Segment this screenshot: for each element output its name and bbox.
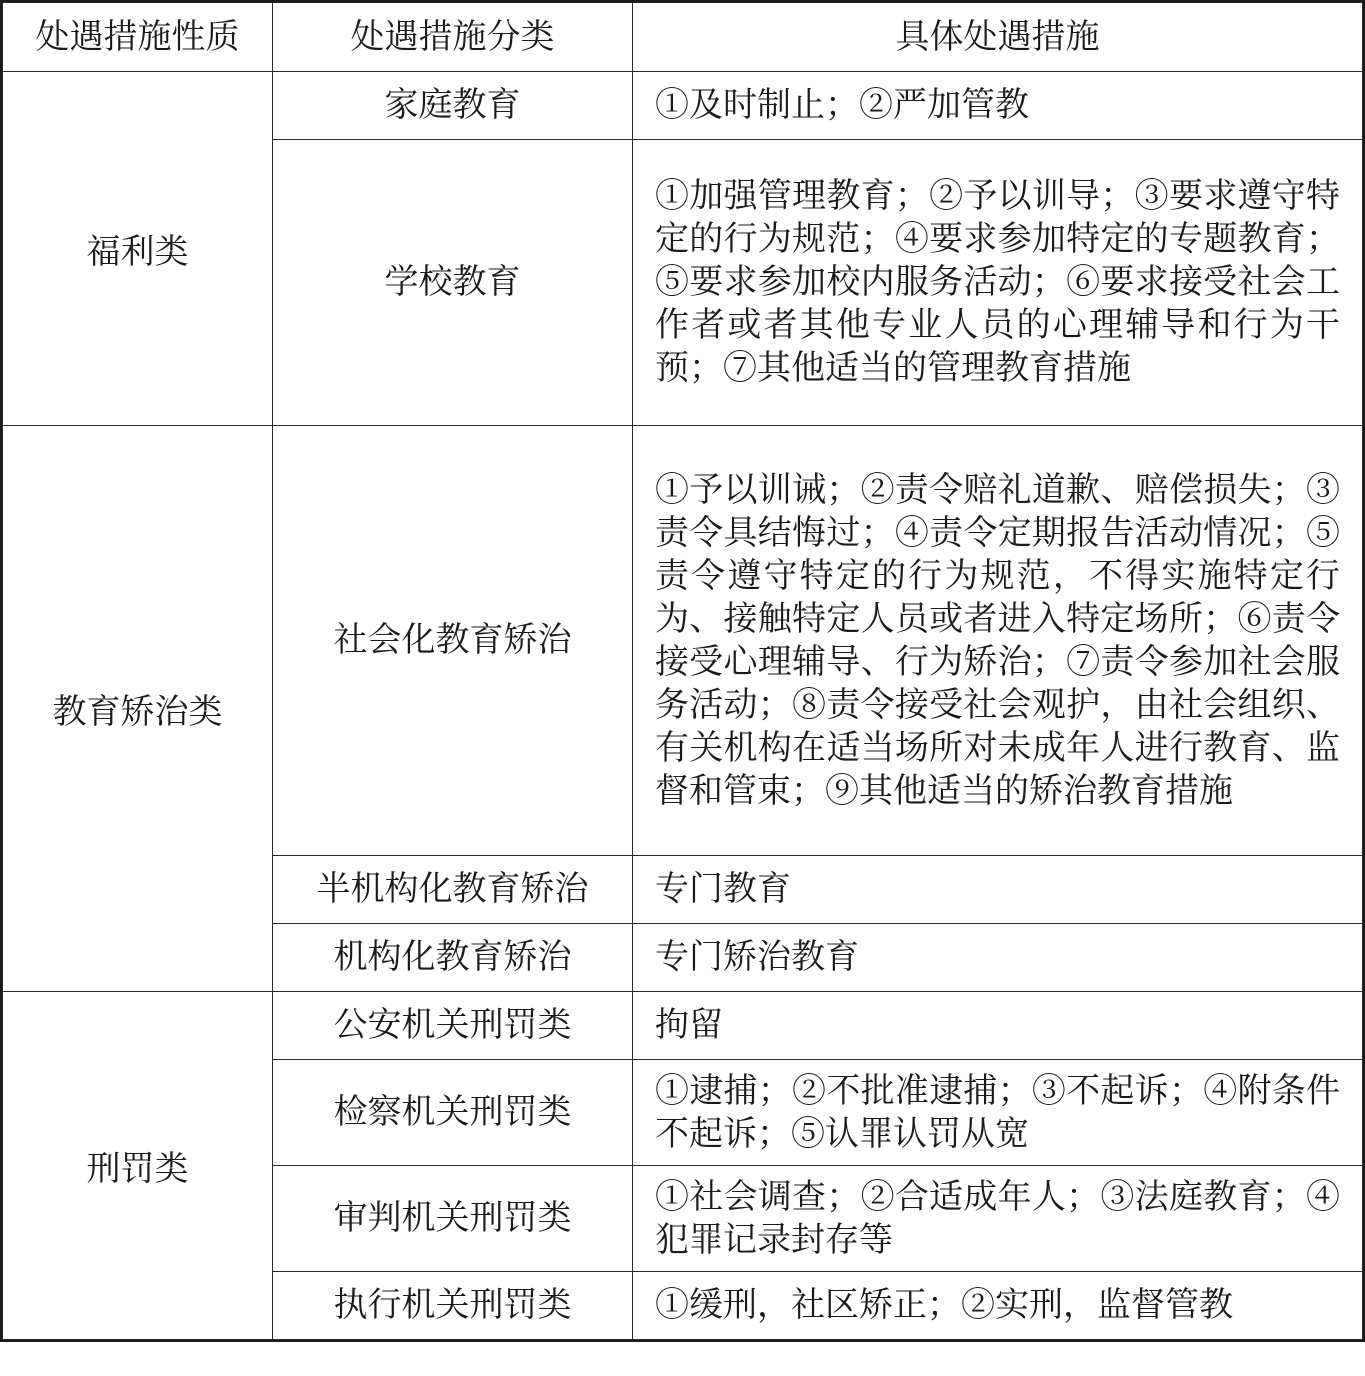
table-row (3, 426, 1363, 856)
category-cell: 学校教育 (273, 140, 633, 426)
measures-cell: ①社会调查；②合适成年人；③法庭教育；④犯罪记录封存等 (633, 1166, 1363, 1272)
header-measures: 具体处遇措施 (633, 3, 1363, 72)
nature-correction: 教育矫治类 (3, 426, 273, 992)
category-cell: 检察机关刑罚类 (273, 1060, 633, 1166)
header-nature: 处遇措施性质 (3, 3, 273, 72)
measures-cell: ①予以训诫；②责令赔礼道歉、赔偿损失；③责令具结悔过；④责令定期报告活动情况；⑤责令遵守特定的行为规范，不得实施特定行为、接触特定人员或者进入特定场所；⑥责令接受心理辅导、行为矫治；⑦责令参加社会服务活动；⑧责令接受社会观护，由社会组织、有关机构在适当场所对未成年人进行教育、监督和管束；⑨其他适当的矫治教育措施 (633, 426, 1363, 856)
table-row (3, 992, 1363, 1060)
table-row (3, 72, 1363, 140)
measures-cell: ①加强管理教育；②予以训导；③要求遵守特定的行为规范；④要求参加特定的专题教育；⑤要求参加校内服务活动；⑥要求接受社会工作者或者其他专业人员的心理辅导和行为干预；⑦其他适当的管理教育措施 (633, 140, 1363, 426)
measures-cell: ①缓刑，社区矫正；②实刑，监督管教 (633, 1272, 1363, 1340)
category-cell: 审判机关刑罚类 (273, 1166, 633, 1272)
category-cell: 半机构化教育矫治 (273, 856, 633, 924)
measures-table (2, 2, 1363, 1340)
measures-cell: 拘留 (633, 992, 1363, 1060)
nature-penalty: 刑罚类 (3, 992, 273, 1340)
header-row (3, 3, 1363, 72)
category-cell: 家庭教育 (273, 72, 633, 140)
header-category: 处遇措施分类 (273, 3, 633, 72)
category-cell: 社会化教育矫治 (273, 426, 633, 856)
category-cell: 机构化教育矫治 (273, 924, 633, 992)
category-cell: 公安机关刑罚类 (273, 992, 633, 1060)
measures-cell: 专门教育 (633, 856, 1363, 924)
category-cell: 执行机关刑罚类 (273, 1272, 633, 1340)
nature-welfare: 福利类 (3, 72, 273, 426)
measures-cell: ①及时制止；②严加管教 (633, 72, 1363, 140)
measures-cell: ①逮捕；②不批准逮捕；③不起诉；④附条件不起诉；⑤认罪认罚从宽 (633, 1060, 1363, 1166)
measures-cell: 专门矫治教育 (633, 924, 1363, 992)
